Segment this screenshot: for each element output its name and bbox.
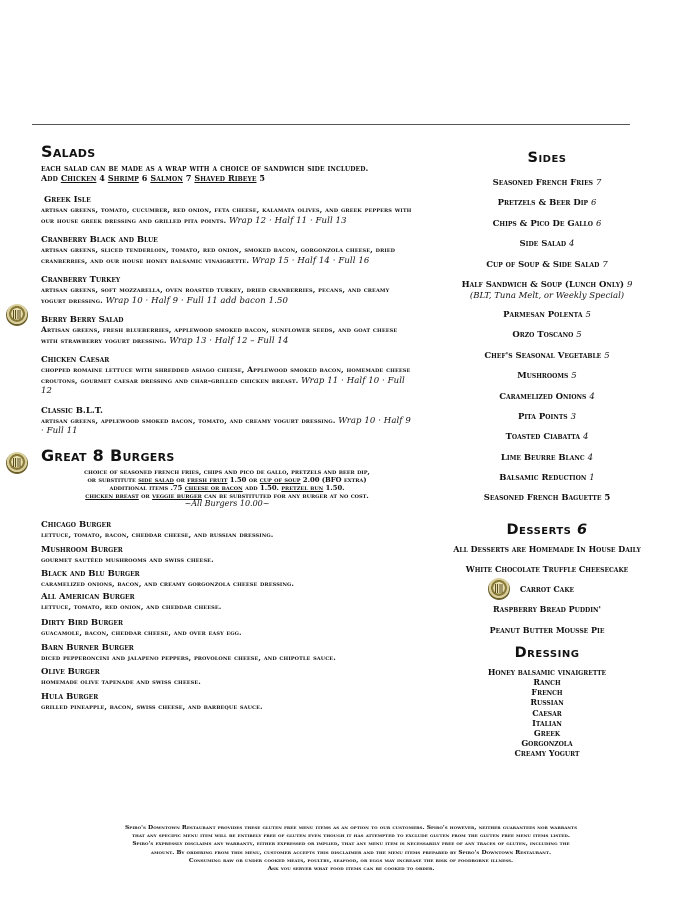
burger-item [41, 667, 413, 687]
dressing-item: Caesar [532, 707, 562, 718]
intro-text: additional items .75 [109, 483, 183, 492]
addon-price: 6 [141, 173, 148, 183]
burger-item [41, 569, 413, 589]
side-price: 1 [589, 473, 595, 484]
burgers-title: Great 8 Burgers [41, 445, 175, 465]
side-name: Chips & Pico De Gallo [492, 218, 593, 229]
all-burgers-price: ~All Burgers 10.00~ [184, 498, 270, 508]
burgers-section [41, 447, 413, 712]
burger-name: Barn Burner Burger [41, 643, 134, 653]
burger-item [41, 520, 413, 540]
salad-name: Chicken Caesar [41, 355, 110, 365]
salad-desc-text: artisan greens, sliced tenderloin, tomato, red onion, smoked bacon, gorgonzola cheese, dried cranberries, and our house honey balsamic vinaigrette. [41, 245, 396, 265]
burger-description: grilled pineapple, bacon, swiss cheese, and barbeque sauce. [41, 702, 263, 711]
side-item [436, 198, 658, 218]
disclaimer-line: that any specific menu item will be entirely free of gluten even though it has attempted to exclude gluten from the gluten free menu items listed. [131, 832, 570, 840]
intro-underlined: side salad [138, 475, 174, 484]
side-item [436, 412, 658, 432]
dressing-title: Dressing [514, 644, 580, 661]
dressing-item: French [531, 687, 563, 698]
side-name: Side Salad [519, 239, 567, 250]
side-item [436, 280, 658, 310]
sides-list [436, 178, 658, 514]
burger-description: guacamole, bacon, cheddar cheese, and over easy egg. [41, 627, 242, 637]
addons-label: Add [41, 173, 58, 183]
burger-name: Chicago Burger [41, 519, 112, 530]
salad-item [41, 235, 413, 266]
salad-description [41, 325, 413, 346]
disclaimer-line: Consuming raw or under cooked meats, poultry, seafood, or eggs may increase the risk of foodborne illness. [188, 856, 514, 864]
intro-underlined: chicken breast [85, 491, 139, 500]
dessert-item: White Chocolate Truffle Cheesecake [465, 564, 629, 575]
burger-description: homemade olive tapenade and swiss cheese. [41, 676, 201, 686]
side-item [436, 453, 658, 473]
intro-text: 1.50 or [229, 475, 258, 484]
salad-name: Cranberry Black and Blue [41, 235, 158, 245]
dessert-name: Carrot Cake [519, 584, 575, 595]
burger-list [41, 520, 413, 712]
side-price: 5 [585, 309, 591, 320]
side-name: Pita Points [517, 411, 568, 422]
left-column [41, 143, 413, 712]
side-price: 5 [576, 330, 582, 341]
side-name: Lime Beurre Blanc [500, 452, 585, 463]
intro-text: or [141, 491, 150, 500]
addon-price: 7 [185, 173, 192, 183]
side-price: 4 [569, 239, 575, 250]
side-name: Orzo Toscano [512, 330, 574, 341]
gluten-disclaimer [52, 824, 650, 873]
salad-item [41, 275, 413, 306]
intro-underlined: fresh fruit [187, 475, 228, 484]
salad-name: Classic B.L.T. [41, 405, 103, 416]
burger-name: Black and Blu Burger [41, 568, 140, 579]
salad-item [41, 355, 413, 397]
disclaimer-line: Spiro's expressly disclaims any warranty, either expressed or implied, that any menu item is necessarily free of any traces of gluten, including the [132, 840, 570, 848]
intro-underlined: pretzel bun [281, 483, 324, 492]
side-item [436, 260, 658, 280]
salad-item [41, 195, 413, 226]
side-name: Parmesan Polenta [503, 309, 583, 320]
intro-text: can be substituted for any burger at no cost. [204, 491, 369, 500]
side-item [436, 432, 658, 452]
addon-name: Shaved Ribeye [194, 173, 257, 183]
side-name: Balsamic Reduction [499, 473, 587, 484]
salad-name: Berry Berry Salad [41, 315, 124, 325]
intro-underlined: cheese or bacon [184, 483, 243, 492]
side-price: 4 [587, 452, 594, 463]
side-name: Chef's Seasonal Vegetable [484, 350, 602, 361]
side-item [436, 239, 658, 259]
salad-description [41, 416, 413, 437]
salad-item [41, 315, 413, 346]
salads-addons [41, 173, 413, 183]
dessert-item: Peanut Butter Mousse Pie [489, 624, 605, 635]
dressing-item: Ranch [533, 677, 561, 687]
intro-text: 2.00 (BFO extra) [302, 475, 367, 484]
side-price: 7 [602, 259, 608, 270]
intro-underlined: cup of soup [259, 475, 301, 484]
intro-text: add 1.50. [245, 483, 279, 492]
burger-name: Olive Burger [41, 666, 100, 677]
dressing-item: Creamy Yogurt [514, 748, 580, 759]
salad-description [41, 285, 413, 306]
intro-text: or substitute [87, 475, 136, 484]
salad-price: Wrap 13 · Half 12 – Full 14 [169, 335, 289, 346]
burger-description: caramelized onions, bacon, and creamy gorgonzola cheese dressing. [41, 578, 295, 588]
addon-price: 4 [99, 173, 105, 183]
side-price: 6 [595, 218, 602, 229]
side-price: 7 [595, 178, 602, 188]
dressing-item: Honey balsamic vinaigrette [487, 666, 607, 677]
salad-name: Cranberry Turkey [41, 275, 121, 285]
disclaimer-line: Ask you server what food items can be cooked to order. [267, 865, 435, 873]
side-price: 4 [589, 391, 595, 402]
burger-description: lettuce, tomato, red onion, and cheddar cheese. [41, 602, 222, 611]
side-name: Half Sandwich & Soup (Lunch Only) [461, 279, 624, 290]
side-item [436, 392, 658, 412]
salad-price: Wrap 15 · Half 14 · Full 16 [251, 255, 370, 266]
top-divider [32, 124, 630, 125]
salad-item [41, 406, 413, 437]
side-item [436, 178, 658, 198]
burger-item [41, 592, 413, 612]
right-column [436, 150, 658, 759]
intro-text: 1.50. [325, 483, 345, 492]
dessert-item [436, 584, 658, 604]
disclaimer-line: Spiro's Downtown Restaurant provides these gluten free menu items as an option to our customers. Spiro's however, neither guarantees nor warrants [124, 824, 578, 831]
side-price: 9 [626, 279, 633, 290]
desserts-price: 6 [576, 521, 588, 538]
burger-description: gourmet sautéed mushrooms and swiss cheese. [41, 555, 214, 564]
burger-name: Dirty Bird Burger [41, 617, 123, 628]
burger-name: Mushroom Burger [41, 545, 123, 555]
intro-text: or [176, 475, 185, 484]
burger-item [41, 545, 413, 565]
dessert-item: All Desserts are Homemade In House Daily [453, 543, 641, 554]
side-item [436, 351, 658, 371]
burger-description: lettuce, tomato, bacon, cheddar cheese, and russian dressing. [41, 529, 274, 539]
side-name: Seasoned French Fries [492, 178, 593, 188]
salads-section [41, 143, 413, 437]
side-note: (BLT, Tuna Melt, or Weekly Special) [469, 290, 625, 301]
salad-description [41, 205, 413, 226]
desserts-title [436, 522, 658, 538]
salads-intro-line: each salad can be made as a wrap with a choice of sandwich side included. [41, 163, 369, 173]
side-name: Seasoned French Baguette [483, 493, 602, 504]
side-price: 4 [582, 432, 589, 443]
salad-desc-text: chopped romaine lettuce with shredded asiago cheese, Applewood smoked bacon, homemade cheese croutons, gourmet caesar dressing and char-grilled chicken breast. [41, 365, 411, 385]
dressing-item: Gorgonzola [521, 738, 573, 749]
side-price: 3 [570, 411, 577, 422]
salad-price: Wrap 10 · Half 9 · Full 11 [41, 415, 411, 436]
sides-title: Sides [527, 150, 567, 166]
burger-description: diced pepperoncini and jalapeno peppers, provolone cheese, and chipotle sauce. [41, 653, 336, 662]
side-name: Pretzels & Beer Dip [497, 198, 589, 209]
side-name: Cup of Soup & Side Salad [486, 259, 600, 270]
side-price: 5 [604, 493, 611, 504]
salad-price: Wrap 12 · Half 11 · Full 13 [229, 215, 347, 226]
burgers-intro-line [41, 484, 413, 492]
side-item [436, 330, 658, 350]
dressing-list [436, 667, 658, 759]
salad-desc-text: artisan greens, applewood smoked bacon, tomato, and creamy yogurt dressing. [41, 415, 336, 425]
dressing-item: Russian [530, 697, 564, 708]
salads-intro [41, 163, 413, 183]
dessert-item: Raspberry Bread Puddin' [492, 604, 601, 615]
side-price: 5 [571, 371, 577, 382]
side-item [436, 493, 658, 513]
gluten-free-seal-icon [6, 452, 28, 474]
gluten-free-seal-icon [488, 578, 510, 600]
addon-price: 5 [259, 173, 266, 183]
burgers-intro-line [41, 476, 413, 484]
salads-title: Salads [41, 142, 96, 161]
desserts-title-text: Desserts [506, 521, 572, 538]
burger-name: Hula Burger [41, 692, 99, 702]
side-item [436, 310, 658, 330]
side-item [436, 371, 658, 391]
addon-name: Shrimp [107, 173, 139, 183]
dressing-item: Italian [532, 717, 562, 728]
side-item [436, 219, 658, 239]
intro-underlined: veggie burger [152, 491, 202, 500]
burger-item [41, 618, 413, 638]
gluten-free-seal-icon [6, 304, 28, 326]
salad-description [41, 365, 413, 397]
salad-desc-text: Artisan greens, fresh blueberries, applewood smoked bacon, sunflower seeds, and goat cheese with strawberry yogurt dressing. [41, 325, 398, 345]
side-item [436, 473, 658, 493]
salad-price: Wrap 10 · Half 9 · Full 11 add bacon 1.50 [105, 295, 288, 306]
salad-desc-text: artisan greens, tomato, cucumber, red onion, feta cheese, kalamata olives, and greek peppers with our house greek dressing and grilled pita points. [41, 205, 412, 225]
disclaimer-line: amount. By ordering from this menu, customer accepts this disclaimer and the menu items prepared by Spiro's Downtown Restaurant. [150, 848, 552, 856]
salad-desc-text: artisan greens, soft mozzarella, oven roasted turkey, dried cranberries, pecans, and creamy yogurt dressing. [41, 285, 390, 305]
salad-price: Wrap 11 · Half 10 · Full 12 [41, 375, 405, 396]
desserts-list [436, 544, 658, 645]
burger-name: All American Burger [41, 592, 135, 602]
addon-name: Chicken [60, 173, 97, 183]
side-name: Mushrooms [517, 371, 569, 382]
salad-name: Greek Isle [44, 195, 91, 205]
side-name: Caramelized Onions [499, 391, 587, 402]
salad-description [41, 245, 413, 266]
burger-item [41, 643, 413, 663]
addon-name: Salmon [150, 173, 183, 183]
burgers-intro-line: choice of seasoned french fries, chips and pico de gallo, pretzels and beer dip, [84, 467, 370, 476]
burgers-intro [41, 468, 413, 508]
dressing-item: Greek [533, 728, 561, 739]
side-price: 6 [591, 198, 597, 209]
side-price: 5 [604, 350, 610, 361]
burger-item [41, 692, 413, 712]
side-name: Toasted Ciabatta [505, 432, 581, 443]
